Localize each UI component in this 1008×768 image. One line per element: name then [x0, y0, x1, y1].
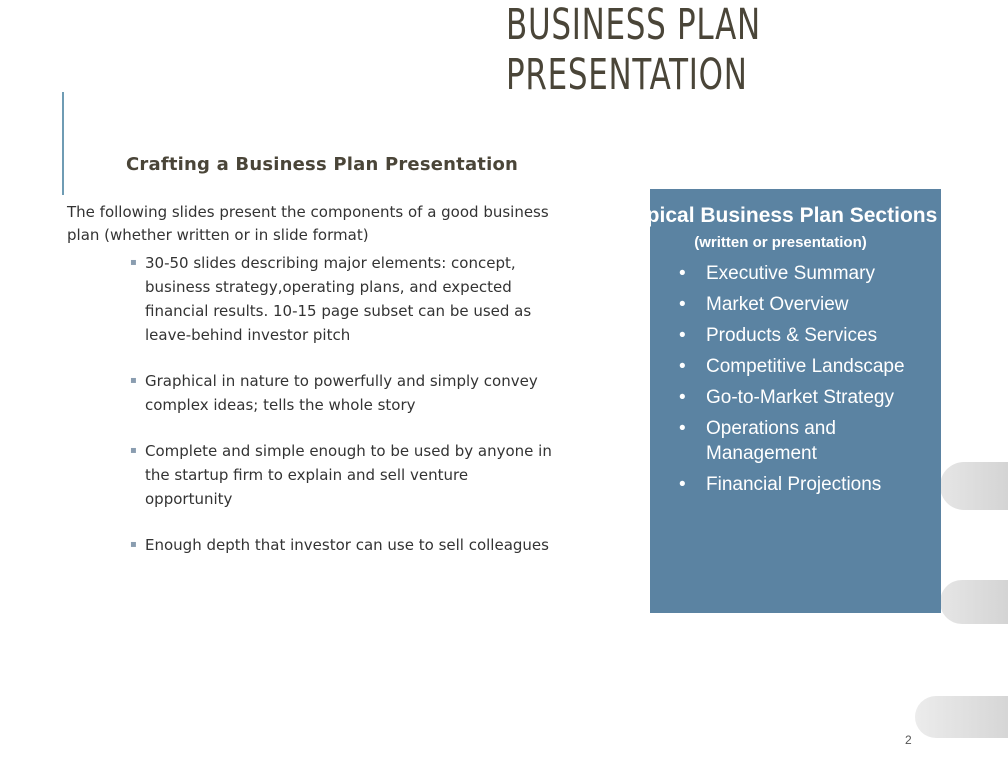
panel-list-item — [650, 416, 941, 466]
decorative-bar — [940, 580, 1008, 624]
panel-item-text: Executive Summary — [706, 263, 875, 284]
bullet-icon: ▪ — [130, 257, 137, 268]
bullet-item — [130, 369, 560, 417]
bullet-icon: • — [679, 356, 686, 377]
bullet-icon: • — [679, 325, 686, 346]
panel-list-item — [650, 354, 941, 379]
bullet-list — [130, 251, 560, 579]
decorative-bar — [940, 462, 1008, 510]
title-line-2: PRESENTATION — [506, 50, 748, 100]
decorative-bar — [915, 696, 1008, 738]
bullet-icon: • — [679, 294, 686, 315]
accent-line — [62, 92, 64, 195]
slide-title — [506, 0, 761, 100]
panel-item-text: Operations and Management — [706, 418, 836, 464]
panel-subtitle: (written or presentation) — [694, 234, 867, 251]
bullet-item — [130, 439, 560, 511]
panel-item-text: Competitive Landscape — [706, 356, 905, 377]
bullet-icon: ▪ — [130, 539, 137, 550]
panel-item-text: Products & Services — [706, 325, 878, 346]
page-number: 2 — [905, 733, 912, 747]
bullet-item — [130, 533, 560, 557]
panel-list-item — [650, 472, 941, 497]
panel-list-item — [650, 292, 941, 317]
panel-list-item — [650, 323, 941, 348]
sections-panel — [623, 189, 941, 613]
title-line-1: BUSINESS PLAN — [506, 0, 761, 50]
panel-list-item — [650, 385, 941, 410]
panel-item-text: Go-to-Market Strategy — [706, 387, 894, 408]
bullet-icon: ▪ — [130, 445, 137, 456]
bullet-text: Complete and simple enough to be used by anyone in the startup firm to explain and sell venture opportunity — [145, 442, 552, 508]
bullet-icon: • — [679, 387, 686, 408]
bullet-item — [130, 251, 560, 347]
bullet-icon: • — [679, 418, 686, 439]
panel-list — [650, 261, 941, 497]
bullet-icon: • — [679, 474, 686, 495]
bullet-text: Graphical in nature to powerfully and simply convey complex ideas; tells the whole story — [145, 372, 538, 414]
panel-item-text: Market Overview — [706, 294, 849, 315]
panel-item-text: Financial Projections — [706, 474, 882, 495]
bullet-icon: • — [679, 263, 686, 284]
bullet-icon: ▪ — [130, 375, 137, 386]
panel-title: Typical Business Plan Sections — [623, 204, 938, 227]
slide-subtitle: Crafting a Business Plan Presentation — [126, 154, 519, 175]
bullet-text: Enough depth that investor can use to sell colleagues — [145, 536, 549, 554]
panel-list-item — [650, 261, 941, 286]
intro-paragraph: The following slides present the components of a good business plan (whether written or in slide format) — [67, 203, 549, 244]
bullet-text: 30-50 slides describing major elements: concept, business strategy,operating plans, and expected financial results. 10-15 page subset can be used as leave-behind investor pitch — [145, 254, 532, 344]
